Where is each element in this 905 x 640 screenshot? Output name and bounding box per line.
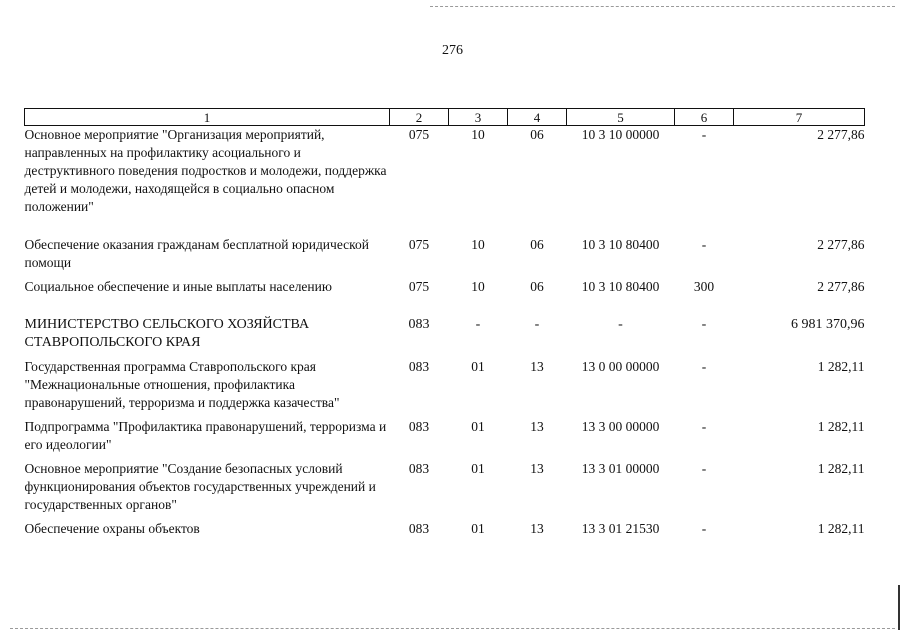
row-name: Основное мероприятие "Организация мероприятий, направленных на профилактику асоциального и деструктивного поведения подростков и молодежи, поддержка детей и молодежи, находящейся в социально опасном положении" [24, 127, 387, 214]
row-expense-type: - [701, 521, 707, 536]
row-section: 01 [471, 521, 485, 536]
row-target-article: 13 0 00 00000 [581, 359, 660, 374]
row-ministry-code: 075 [408, 279, 430, 294]
row-amount: 6 981 370,96 [791, 317, 865, 332]
row-name: Обеспечение оказания гражданам бесплатной юридической помощи [24, 237, 369, 270]
row-subsection: 13 [530, 419, 544, 434]
row-subsection: 06 [530, 237, 544, 252]
row-target-article: 10 3 10 80400 [581, 279, 660, 294]
row-expense-type: - [701, 127, 707, 142]
row-amount: 1 282,11 [817, 521, 865, 536]
table-row [25, 418, 865, 454]
row-amount: 1 282,11 [817, 359, 865, 374]
row-subsection: 06 [530, 279, 544, 294]
row-section: 01 [471, 419, 485, 434]
row-amount: 2 277,86 [817, 279, 865, 294]
row-subsection: - [534, 317, 540, 332]
row-name: Социальное обеспечение и иные выплаты населению [24, 279, 332, 294]
row-subsection: 06 [530, 127, 544, 142]
row-target-article: 13 3 00 00000 [581, 419, 660, 434]
table-row [25, 520, 865, 538]
row-spacer [25, 296, 865, 316]
row-name: Государственная программа Ставропольского края "Межнациональные отношения, профилактика правонарушений, терроризма и поддержка казачества" [24, 359, 340, 410]
row-section: 10 [471, 127, 485, 142]
row-subsection: 13 [530, 461, 544, 476]
bottom-scan-rule [10, 628, 895, 629]
header-col-2: 2 [390, 109, 449, 126]
row-expense-type: - [701, 461, 707, 476]
table-row [25, 236, 865, 272]
row-amount: 2 277,86 [817, 127, 865, 142]
row-expense-type: - [701, 419, 707, 434]
budget-table [24, 108, 865, 538]
row-expense-type: - [701, 359, 707, 374]
header-col-6: 6 [675, 109, 734, 126]
table-row [25, 278, 865, 296]
row-ministry-code: 083 [408, 521, 430, 536]
row-target-article: - [618, 317, 623, 332]
header-col-7: 7 [734, 109, 865, 126]
table-row [25, 358, 865, 412]
row-name: Основное мероприятие "Создание безопасных условий функционирования объектов государственных учреждений и государственных органов" [24, 461, 376, 512]
row-subsection: 13 [530, 359, 544, 374]
row-target-article: 10 3 10 00000 [581, 127, 660, 142]
row-target-article: 13 3 01 00000 [581, 461, 660, 476]
row-expense-type: 300 [693, 279, 715, 294]
row-section: 10 [471, 237, 485, 252]
header-col-5: 5 [567, 109, 675, 126]
table-row [25, 126, 865, 217]
row-name: Обеспечение охраны объектов [24, 521, 200, 536]
row-ministry-code: 083 [408, 419, 430, 434]
row-section: 01 [471, 461, 485, 476]
row-ministry-code: 075 [408, 237, 430, 252]
row-section: 01 [471, 359, 485, 374]
top-scan-rule [430, 6, 895, 7]
row-spacer [25, 216, 865, 236]
row-target-article: 13 3 01 21530 [581, 521, 660, 536]
row-ministry-code: 083 [408, 461, 430, 476]
row-amount: 1 282,11 [817, 461, 865, 476]
table-row [25, 460, 865, 514]
row-ministry-code: 083 [408, 359, 430, 374]
row-target-article: 10 3 10 80400 [581, 237, 660, 252]
table-row [25, 316, 865, 352]
row-section: - [475, 317, 481, 332]
row-expense-type: - [701, 317, 707, 332]
header-col-3: 3 [449, 109, 508, 126]
header-row [25, 109, 865, 126]
row-subsection: 13 [530, 521, 544, 536]
header-col-4: 4 [508, 109, 567, 126]
row-amount: 2 277,86 [817, 237, 865, 252]
row-ministry-code: 083 [408, 317, 430, 332]
right-scan-edge [898, 585, 900, 630]
row-name: Подпрограмма "Профилактика правонарушений, терроризма и его идеологии" [24, 419, 387, 452]
row-name: МИНИСТЕРСТВО СЕЛЬСКОГО ХОЗЯЙСТВА СТАВРОПОЛЬСКОГО КРАЯ [24, 317, 310, 350]
row-section: 10 [471, 279, 485, 294]
page-number: 276 [442, 43, 463, 58]
row-ministry-code: 075 [408, 127, 430, 142]
row-amount: 1 282,11 [817, 419, 865, 434]
row-expense-type: - [701, 237, 707, 252]
header-col-1: 1 [25, 109, 390, 126]
